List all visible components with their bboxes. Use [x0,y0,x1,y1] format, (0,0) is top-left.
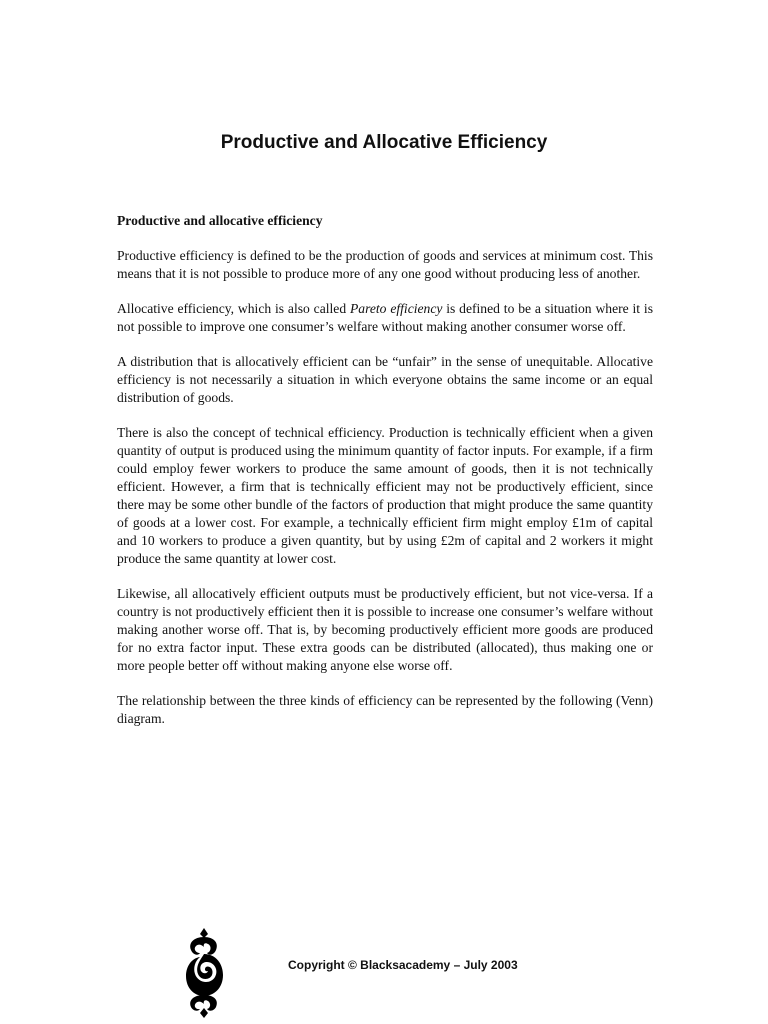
paragraph-unfair-distribution: A distribution that is allocatively efficient can be “unfair” in the sense of unequitable. Allocative efficiency is not necessarily a situation in which everyone obtains the same income or an equal distribution of goods. [117,354,653,405]
pareto-efficiency-term: Pareto efficiency [349,301,443,316]
section-heading: Productive and allocative efficiency [117,213,323,228]
page-footer [0,920,768,1020]
document-title: Productive and Allocative Efficiency [220,132,548,153]
paragraph-allocative-efficiency [117,300,653,336]
paragraph-text-before: Allocative efficiency, which is also called [117,301,350,316]
document-body [117,212,653,745]
paragraph-productive-efficiency: Productive efficiency is defined to be the production of goods and services at minimum cost. This means that it is not possible to produce more of any one good without producing less of another. [117,248,653,281]
paragraph-likewise: Likewise, all allocatively efficient outputs must be productively efficient, but not vice-versa. If a country is not productively efficient then it is possible to increase one consumer’s welfare without making another worse off. That is, by becoming productively efficient more goods are produced for no extra factor input. These extra goods can be distributed (allocated), thus making one or more people better off without making anyone else worse off. [117,586,653,673]
paragraph-text-after: is defined to be a situation where it is not possible to improve one consumer’s welfare without making another consumer worse off. [117,301,653,334]
paragraph-venn-intro: The relationship between the three kinds of efficiency can be represented by the following (Venn) diagram. [117,693,653,726]
ornamental-scroll-logo-icon [183,928,225,1018]
paragraph-technical-efficiency: There is also the concept of technical efficiency. Production is technically efficient when a given quantity of output is produced using the minimum quantity of factor inputs. For example, if a firm could employ fewer workers to produce the same amount of goods, then it is not technically efficient. However, a firm that is technically efficient may not be productively efficient, since there may be some other bundle of the factors of production that might produce the same quantity of goods at a lower cost. For example, a technically efficient firm might employ £1m of capital and 10 workers to produce a given quantity, but by using £2m of capital and 2 workers it might produce the same quantity at lower cost. [117,425,653,566]
copyright-notice: Copyright © Blacksacademy – July 2003 [288,958,518,972]
